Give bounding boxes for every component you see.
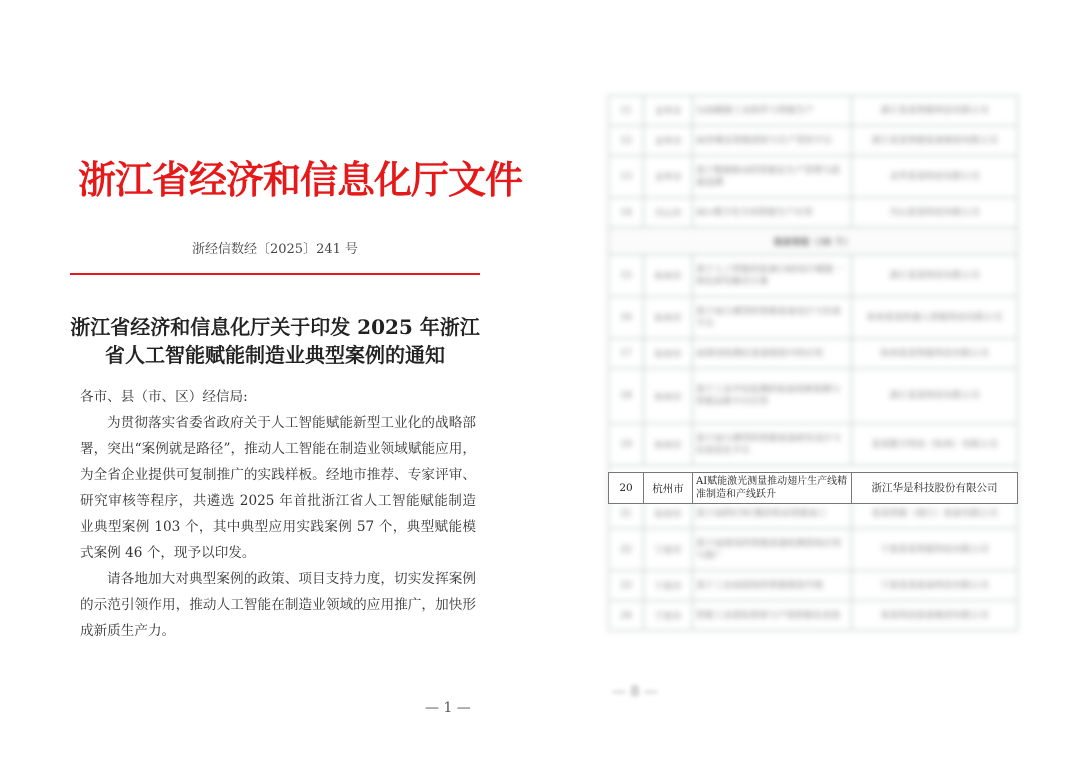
case-company: 金华某某科技有限公司 (852, 156, 1018, 198)
case-city: 杭州市 (644, 473, 693, 504)
case-number: 14 (609, 198, 644, 228)
case-name: AI视觉检测在装备制造中的应用 (693, 339, 852, 369)
table-row (609, 198, 1018, 228)
red-divider-line (70, 273, 480, 275)
case-name: 基于数据驱动的智能化生产管理与质量追溯 (693, 156, 852, 198)
case-city: 杭州市 (644, 499, 693, 529)
case-company: 某某科技装备集团有限公司 (852, 601, 1018, 631)
case-company: 浙江某某智能科技有限公司 (852, 96, 1018, 126)
case-number: 18 (609, 369, 644, 424)
case-city: 杭州市 (644, 369, 693, 424)
notice-title-line2: 省人工智能赋能制造业典型案例的通知 (105, 343, 445, 367)
case-name: 基于AI大模型的智能装备研发设计与仿真优化平台 (693, 424, 852, 466)
case-city: 杭州市 (644, 297, 693, 339)
case-name: 基于工业AI质检的智能制造升级 (693, 571, 852, 601)
table-row (609, 156, 1018, 198)
case-name: AI多模态智能质检与生产管控平台 (693, 126, 852, 156)
case-company: 浙江某某智能装备制造有限公司 (852, 126, 1018, 156)
case-company: 某某智能（浙江）装备有限公司 (852, 499, 1018, 529)
case-city: 杭州市 (644, 424, 693, 466)
case-city: 杭州市 (644, 255, 693, 297)
table-row (609, 571, 1018, 601)
case-company: 杭州某某智能科技有限公司 (852, 339, 1018, 369)
case-name: AI+数字化车间智能生产应用 (693, 198, 852, 228)
case-number: 17 (609, 339, 644, 369)
case-city: 金华市 (644, 156, 693, 198)
case-number: 11 (609, 96, 644, 126)
highlighted-case-row (608, 472, 1018, 504)
table-row (609, 339, 1018, 369)
case-number: 16 (609, 297, 644, 339)
case-number: 13 (609, 156, 644, 198)
table-row (609, 473, 1018, 504)
case-city: 杭州市 (644, 339, 693, 369)
case-name: 基于工业声纹监测的装备故障预测与智能运维平台应用 (693, 369, 852, 424)
document-number: 浙经信数经〔2025〕241 号 (191, 242, 359, 257)
section-row (609, 228, 1018, 255)
body-paragraph-2: 请各地加大对典型案例的政策、项目支持力度，切实发挥案例的示范引领作用，推动人工智能在制造业领域的应用推广，加快形成新质生产力。 (80, 571, 476, 639)
salutation: 各市、县（市、区）经信局: (80, 389, 248, 405)
case-number: 12 (609, 126, 644, 156)
case-company: 某某数字科技（杭州）有限公司 (852, 424, 1018, 466)
case-company: 宁波某某智能科技有限公司 (852, 529, 1018, 571)
case-company: 杭州某某机器人智能科技有限公司 (852, 297, 1018, 339)
case-name: 以AI赋能工业软件与智能生产 (693, 96, 852, 126)
notice-body (80, 384, 476, 644)
table-row (609, 424, 1018, 466)
document-masthead: 浙江省经济和信息化厅文件 (78, 157, 523, 202)
case-company: 浙江华是科技股份有限公司 (852, 473, 1018, 504)
case-number: 15 (609, 255, 644, 297)
case-name: 基于AI的CNC数控机床智能加工 (693, 499, 852, 529)
body-paragraph-1: 为贯彻落实省委省政府关于人工智能赋能新型工业化的战略部署，突出“案例就是路径”，推动人工智能在制造业领域赋能应用，为全省企业提供可复制推广的实践样板。经地市推荐、专家评审、研究审核等程序，共遴选 2025 年首批浙江省人工智能赋能制造业典型案例 103 个，其中典型应用实践案例 57 个，典型赋能模式案例 46 个，现予以印发。 (80, 415, 476, 561)
page-number-left: — 1 — (425, 700, 471, 716)
notice-title-line1: 浙江省经济和信息化厅关于印发 2025 年浙江 (70, 315, 480, 339)
case-name: 基于人工智能的装备CAD设计赋能一体化研发解决方案 (693, 255, 852, 297)
case-number: 20 (609, 473, 644, 504)
case-number: 23 (609, 571, 644, 601)
table-row (609, 369, 1018, 424)
case-company: 浙江某某科技有限公司 (852, 369, 1018, 424)
case-city: 丹山市 (644, 198, 693, 228)
notice-title (70, 313, 480, 369)
case-city: 宁波市 (644, 529, 693, 571)
case-number: 24 (609, 601, 644, 631)
highlighted-case-table (608, 472, 1018, 504)
case-city: 宁波市 (644, 571, 693, 601)
case-name: 智能工业质检系统与产线智能化改造 (693, 601, 852, 631)
case-city: 金华市 (644, 96, 693, 126)
case-table-blurred (608, 95, 1018, 631)
page-number-right: — 8 — (612, 684, 658, 700)
table-row (609, 96, 1018, 126)
case-company: 浙江某某科技有限公司 (852, 255, 1018, 297)
table-row (609, 529, 1018, 571)
case-number: 19 (609, 424, 644, 466)
case-name: 基于AI视觉的智能质量检测系统应用与推广 (693, 529, 852, 571)
table-row (609, 297, 1018, 339)
case-number: 22 (609, 529, 644, 571)
case-table (608, 95, 1018, 631)
section-label: 装备智能（38 个） (609, 228, 1018, 255)
case-city: 金华市 (644, 126, 693, 156)
case-company: 宁波某某装备科技有限公司 (852, 571, 1018, 601)
case-name: AI赋能激光测量推动翅片生产线精准制造和产线跃升 (693, 473, 852, 504)
case-company: 丹山某某科技有限公司 (852, 198, 1018, 228)
case-name: 基于AI大模型的智能装备设计与仿真平台 (693, 297, 852, 339)
table-row (609, 126, 1018, 156)
table-row (609, 255, 1018, 297)
case-number: 21 (609, 499, 644, 529)
table-row (609, 601, 1018, 631)
case-city: 宁波市 (644, 601, 693, 631)
